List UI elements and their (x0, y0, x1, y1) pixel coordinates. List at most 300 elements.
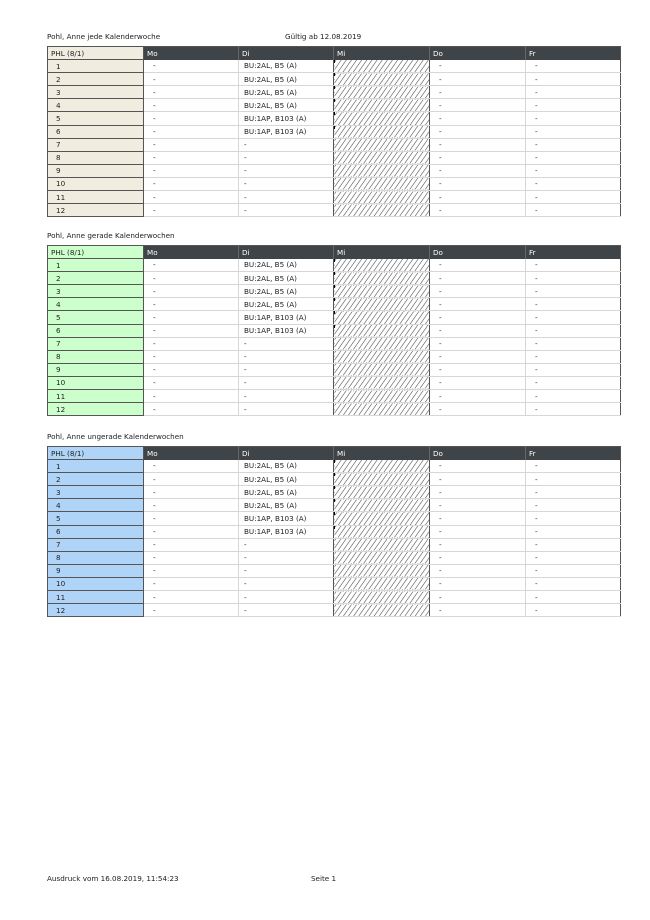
period-number: 1 (48, 460, 144, 473)
cell-fr: - (526, 86, 621, 99)
cell-do: - (430, 337, 526, 350)
period-number: 4 (48, 99, 144, 112)
period-number: 11 (48, 191, 144, 204)
block-title: Pohl, Anne jede Kalenderwoche (47, 32, 161, 41)
marker-square-icon (334, 99, 336, 102)
cell-fr: - (526, 403, 621, 416)
cell-fr: - (526, 486, 621, 499)
cell-di: BU:2AL, B5 (A) (239, 60, 334, 73)
cell-do: - (430, 350, 526, 363)
cell-di: BU:1AP, B103 (A) (239, 311, 334, 324)
cell-fr: - (526, 164, 621, 177)
table-row (48, 577, 621, 590)
table-row (48, 538, 621, 551)
cell-mo: - (144, 350, 239, 363)
cell-fr: - (526, 460, 621, 473)
marker-square-icon (334, 60, 336, 63)
marker-square-icon (334, 512, 336, 515)
cell-mo: - (144, 390, 239, 403)
cell-mi-hatched (334, 191, 430, 204)
cell-mo: - (144, 151, 239, 164)
cell-fr: - (526, 390, 621, 403)
table-row (48, 272, 621, 285)
marker-square-icon (334, 499, 336, 502)
cell-di: BU:2AL, B5 (A) (239, 473, 334, 486)
marker-square-icon (334, 460, 336, 463)
cell-mi-hatched (334, 591, 430, 604)
cell-fr: - (526, 151, 621, 164)
cell-do: - (430, 376, 526, 389)
cell-fr: - (526, 60, 621, 73)
cell-di: BU:2AL, B5 (A) (239, 499, 334, 512)
period-number: 8 (48, 350, 144, 363)
table-body (48, 60, 621, 217)
cell-di: - (239, 577, 334, 590)
cell-fr: - (526, 337, 621, 350)
table-body (48, 460, 621, 617)
table-row (48, 512, 621, 525)
cell-fr: - (526, 350, 621, 363)
header-di: Di (239, 246, 334, 259)
cell-do: - (430, 403, 526, 416)
cell-do: - (430, 512, 526, 525)
cell-mo: - (144, 112, 239, 125)
header-period: PHL (8/1) (48, 246, 144, 259)
cell-mi-hatched (334, 177, 430, 190)
header-do: Do (430, 447, 526, 460)
period-number: 10 (48, 177, 144, 190)
table-row (48, 460, 621, 473)
cell-mo: - (144, 604, 239, 617)
cell-mo: - (144, 337, 239, 350)
cell-mi-hatched (334, 486, 430, 499)
table-row (48, 350, 621, 363)
period-number: 6 (48, 525, 144, 538)
cell-do: - (430, 363, 526, 376)
period-number: 2 (48, 473, 144, 486)
cell-do: - (430, 525, 526, 538)
table-row (48, 191, 621, 204)
header-fr: Fr (526, 246, 621, 259)
cell-do: - (430, 86, 526, 99)
cell-fr: - (526, 564, 621, 577)
period-number: 7 (48, 538, 144, 551)
cell-di: - (239, 191, 334, 204)
cell-do: - (430, 551, 526, 564)
cell-fr: - (526, 473, 621, 486)
cell-mi-hatched (334, 86, 430, 99)
cell-do: - (430, 390, 526, 403)
marker-square-icon (334, 486, 336, 489)
cell-mi-hatched (334, 525, 430, 538)
cell-fr: - (526, 177, 621, 190)
cell-mo: - (144, 512, 239, 525)
header-period: PHL (8/1) (48, 447, 144, 460)
marker-square-icon (334, 272, 336, 275)
cell-mo: - (144, 499, 239, 512)
cell-mo: - (144, 525, 239, 538)
cell-di: - (239, 177, 334, 190)
cell-di: - (239, 403, 334, 416)
cell-di: BU:2AL, B5 (A) (239, 86, 334, 99)
cell-fr: - (526, 204, 621, 217)
header-row (48, 447, 621, 460)
table-row (48, 164, 621, 177)
cell-fr: - (526, 73, 621, 86)
period-number: 11 (48, 390, 144, 403)
period-number: 3 (48, 285, 144, 298)
table-row (48, 324, 621, 337)
cell-di: - (239, 390, 334, 403)
cell-di: - (239, 337, 334, 350)
table-row (48, 363, 621, 376)
cell-do: - (430, 112, 526, 125)
cell-mi-hatched (334, 324, 430, 337)
period-number: 12 (48, 204, 144, 217)
cell-di: - (239, 604, 334, 617)
cell-mo: - (144, 403, 239, 416)
period-number: 10 (48, 577, 144, 590)
cell-fr: - (526, 125, 621, 138)
header-di: Di (239, 447, 334, 460)
cell-mo: - (144, 363, 239, 376)
cell-mi-hatched (334, 376, 430, 389)
cell-mi-hatched (334, 112, 430, 125)
cell-di: - (239, 151, 334, 164)
cell-di: BU:2AL, B5 (A) (239, 486, 334, 499)
table-row (48, 591, 621, 604)
cell-mo: - (144, 177, 239, 190)
cell-mi-hatched (334, 99, 430, 112)
cell-mi-hatched (334, 403, 430, 416)
table-row (48, 337, 621, 350)
header-mi: Mi (334, 246, 430, 259)
period-number: 1 (48, 60, 144, 73)
period-number: 9 (48, 564, 144, 577)
cell-do: - (430, 538, 526, 551)
cell-fr: - (526, 551, 621, 564)
cell-di: BU:2AL, B5 (A) (239, 99, 334, 112)
marker-square-icon (334, 285, 336, 288)
cell-mi-hatched (334, 564, 430, 577)
header-row (48, 246, 621, 259)
cell-mo: - (144, 272, 239, 285)
table-row (48, 259, 621, 272)
cell-mo: - (144, 311, 239, 324)
cell-di: BU:1AP, B103 (A) (239, 525, 334, 538)
cell-fr: - (526, 138, 621, 151)
cell-di: BU:2AL, B5 (A) (239, 259, 334, 272)
cell-mi-hatched (334, 551, 430, 564)
cell-mi-hatched (334, 363, 430, 376)
cell-mo: - (144, 577, 239, 590)
cell-mi-hatched (334, 512, 430, 525)
marker-square-icon (334, 126, 336, 129)
cell-mi-hatched (334, 151, 430, 164)
cell-di: - (239, 591, 334, 604)
cell-fr: - (526, 191, 621, 204)
cell-mo: - (144, 551, 239, 564)
table-row (48, 151, 621, 164)
table-row (48, 204, 621, 217)
cell-di: - (239, 564, 334, 577)
cell-mi-hatched (334, 311, 430, 324)
cell-do: - (430, 473, 526, 486)
period-number: 9 (48, 363, 144, 376)
cell-mo: - (144, 285, 239, 298)
table-row (48, 125, 621, 138)
cell-di: BU:2AL, B5 (A) (239, 298, 334, 311)
cell-fr: - (526, 285, 621, 298)
cell-fr: - (526, 512, 621, 525)
marker-square-icon (334, 112, 336, 115)
cell-di: BU:1AP, B103 (A) (239, 324, 334, 337)
marker-square-icon (334, 473, 336, 476)
cell-do: - (430, 191, 526, 204)
cell-di: BU:2AL, B5 (A) (239, 285, 334, 298)
cell-di: - (239, 138, 334, 151)
period-number: 4 (48, 298, 144, 311)
cell-do: - (430, 591, 526, 604)
cell-mo: - (144, 73, 239, 86)
marker-square-icon (334, 325, 336, 328)
cell-mi-hatched (334, 272, 430, 285)
cell-mi-hatched (334, 60, 430, 73)
cell-do: - (430, 311, 526, 324)
cell-do: - (430, 272, 526, 285)
period-number: 3 (48, 86, 144, 99)
table-row (48, 376, 621, 389)
header-do: Do (430, 47, 526, 60)
header-mi: Mi (334, 47, 430, 60)
cell-do: - (430, 177, 526, 190)
cell-do: - (430, 298, 526, 311)
cell-mi-hatched (334, 259, 430, 272)
header-fr: Fr (526, 447, 621, 460)
marker-square-icon (334, 311, 336, 314)
header-row (48, 47, 621, 60)
cell-mo: - (144, 591, 239, 604)
header-fr: Fr (526, 47, 621, 60)
period-number: 12 (48, 403, 144, 416)
cell-do: - (430, 138, 526, 151)
cell-mo: - (144, 99, 239, 112)
cell-do: - (430, 285, 526, 298)
cell-do: - (430, 60, 526, 73)
cell-mo: - (144, 259, 239, 272)
period-number: 11 (48, 591, 144, 604)
page-number: Seite 1 (311, 874, 337, 883)
cell-mo: - (144, 60, 239, 73)
cell-fr: - (526, 99, 621, 112)
cell-do: - (430, 151, 526, 164)
period-number: 8 (48, 551, 144, 564)
period-number: 5 (48, 112, 144, 125)
cell-di: - (239, 363, 334, 376)
cell-do: - (430, 564, 526, 577)
cell-fr: - (526, 298, 621, 311)
cell-di: BU:1AP, B103 (A) (239, 125, 334, 138)
cell-di: - (239, 551, 334, 564)
cell-mi-hatched (334, 125, 430, 138)
table-row (48, 311, 621, 324)
header-do: Do (430, 246, 526, 259)
period-number: 4 (48, 499, 144, 512)
cell-fr: - (526, 272, 621, 285)
header-period: PHL (8/1) (48, 47, 144, 60)
cell-fr: - (526, 538, 621, 551)
cell-do: - (430, 164, 526, 177)
cell-do: - (430, 125, 526, 138)
cell-di: - (239, 376, 334, 389)
table-row (48, 403, 621, 416)
table-row (48, 86, 621, 99)
cell-mo: - (144, 138, 239, 151)
cell-mi-hatched (334, 390, 430, 403)
cell-do: - (430, 577, 526, 590)
cell-mo: - (144, 376, 239, 389)
table-row (48, 525, 621, 538)
period-number: 8 (48, 151, 144, 164)
cell-do: - (430, 73, 526, 86)
cell-mi-hatched (334, 164, 430, 177)
marker-square-icon (334, 526, 336, 529)
cell-di: - (239, 204, 334, 217)
cell-do: - (430, 259, 526, 272)
timetable-odd-weeks (47, 446, 621, 617)
cell-fr: - (526, 525, 621, 538)
cell-mi-hatched (334, 499, 430, 512)
cell-fr: - (526, 363, 621, 376)
cell-fr: - (526, 577, 621, 590)
cell-mo: - (144, 164, 239, 177)
period-number: 3 (48, 486, 144, 499)
table-row (48, 486, 621, 499)
print-timestamp: Ausdruck vom 16.08.2019, 11:54:23 (47, 874, 179, 883)
cell-do: - (430, 99, 526, 112)
cell-mo: - (144, 298, 239, 311)
marker-square-icon (334, 298, 336, 301)
header-di: Di (239, 47, 334, 60)
table-row (48, 138, 621, 151)
cell-mo: - (144, 204, 239, 217)
cell-di: BU:2AL, B5 (A) (239, 272, 334, 285)
cell-mi-hatched (334, 138, 430, 151)
table-row (48, 285, 621, 298)
cell-fr: - (526, 324, 621, 337)
table-row (48, 99, 621, 112)
cell-di: BU:2AL, B5 (A) (239, 460, 334, 473)
cell-mi-hatched (334, 538, 430, 551)
cell-mo: - (144, 324, 239, 337)
cell-mo: - (144, 191, 239, 204)
period-number: 1 (48, 259, 144, 272)
period-number: 5 (48, 311, 144, 324)
period-number: 10 (48, 376, 144, 389)
cell-mi-hatched (334, 577, 430, 590)
cell-do: - (430, 604, 526, 617)
cell-mi-hatched (334, 350, 430, 363)
cell-di: - (239, 350, 334, 363)
table-row (48, 298, 621, 311)
cell-mo: - (144, 460, 239, 473)
period-number: 6 (48, 125, 144, 138)
cell-di: BU:1AP, B103 (A) (239, 112, 334, 125)
cell-mi-hatched (334, 285, 430, 298)
period-number: 2 (48, 73, 144, 86)
cell-fr: - (526, 499, 621, 512)
header-mo: Mo (144, 47, 239, 60)
cell-do: - (430, 460, 526, 473)
table-row (48, 473, 621, 486)
cell-mi-hatched (334, 73, 430, 86)
cell-mi-hatched (334, 604, 430, 617)
period-number: 12 (48, 604, 144, 617)
marker-square-icon (334, 73, 336, 76)
cell-mo: - (144, 538, 239, 551)
cell-mi-hatched (334, 473, 430, 486)
marker-square-icon (334, 86, 336, 89)
header-mo: Mo (144, 447, 239, 460)
cell-di: - (239, 538, 334, 551)
cell-fr: - (526, 259, 621, 272)
timetable-even-weeks (47, 245, 621, 416)
cell-mi-hatched (334, 204, 430, 217)
table-row (48, 499, 621, 512)
table-row (48, 390, 621, 403)
header-mi: Mi (334, 447, 430, 460)
table-row (48, 60, 621, 73)
cell-mo: - (144, 473, 239, 486)
cell-di: BU:2AL, B5 (A) (239, 73, 334, 86)
cell-di: BU:1AP, B103 (A) (239, 512, 334, 525)
table-row (48, 551, 621, 564)
cell-mi-hatched (334, 298, 430, 311)
cell-do: - (430, 499, 526, 512)
table-row (48, 564, 621, 577)
header-mo: Mo (144, 246, 239, 259)
period-number: 7 (48, 138, 144, 151)
timetable-every-week (47, 46, 621, 217)
cell-mi-hatched (334, 460, 430, 473)
period-number: 7 (48, 337, 144, 350)
cell-di: - (239, 164, 334, 177)
period-number: 6 (48, 324, 144, 337)
period-number: 5 (48, 512, 144, 525)
cell-fr: - (526, 604, 621, 617)
valid-from-label: Gültig ab 12.08.2019 (285, 32, 362, 41)
table-row (48, 177, 621, 190)
marker-square-icon (334, 259, 336, 262)
period-number: 2 (48, 272, 144, 285)
cell-fr: - (526, 376, 621, 389)
table-body (48, 259, 621, 416)
block-title: Pohl, Anne gerade Kalenderwochen (47, 231, 175, 240)
cell-mo: - (144, 486, 239, 499)
cell-mo: - (144, 564, 239, 577)
cell-fr: - (526, 311, 621, 324)
cell-do: - (430, 204, 526, 217)
cell-mo: - (144, 86, 239, 99)
period-number: 9 (48, 164, 144, 177)
cell-do: - (430, 486, 526, 499)
block-title: Pohl, Anne ungerade Kalenderwochen (47, 432, 184, 441)
table-row (48, 73, 621, 86)
cell-mi-hatched (334, 337, 430, 350)
table-row (48, 112, 621, 125)
cell-do: - (430, 324, 526, 337)
cell-fr: - (526, 112, 621, 125)
